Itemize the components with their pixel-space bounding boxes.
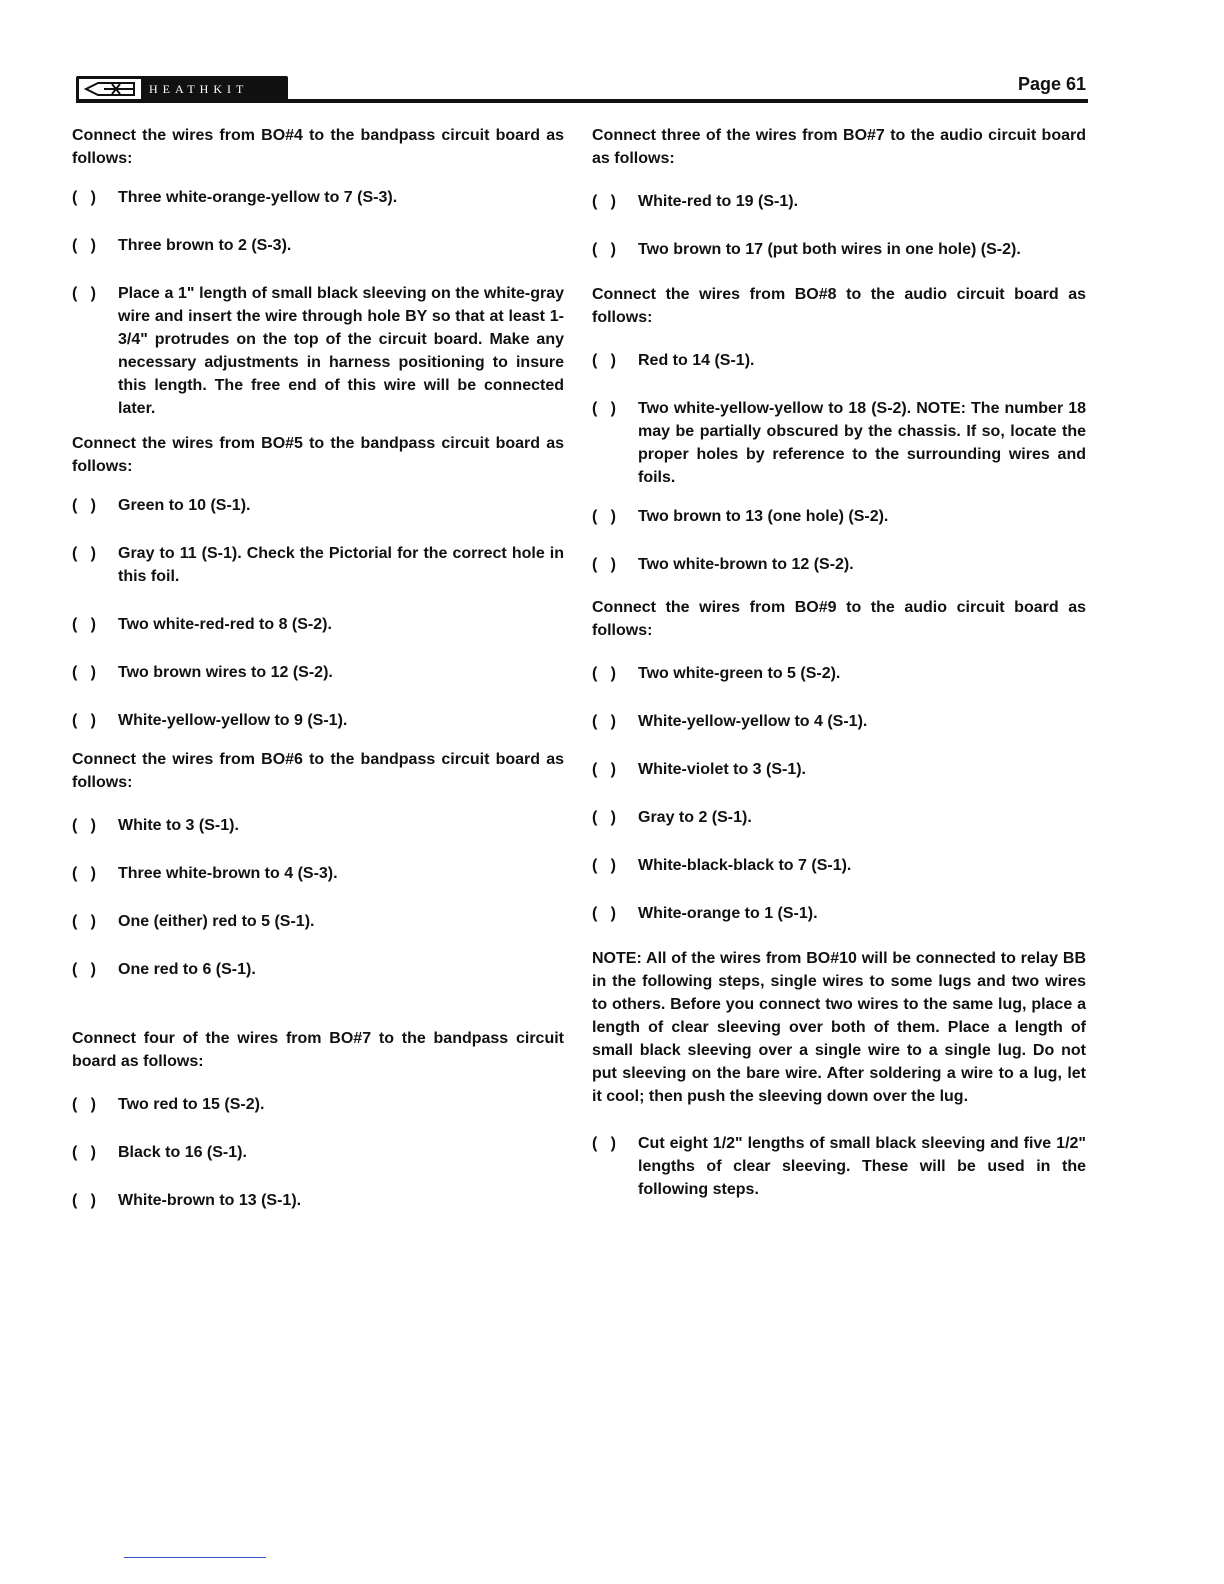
step-text: White-violet to 3 (S-1). [638, 761, 806, 778]
step-checkbox[interactable]: ( ) [592, 905, 616, 922]
step-checkbox[interactable]: ( ) [72, 865, 96, 882]
step-text: Place a 1" length of small black sleeving on the white-gray wire and insert the wire through hole BY so that at least 1-3/4" protrudes on the top of the circuit board. Make any necessary adjustments in harness positioning to insure this length. The free end of this wire will be connected later. [118, 285, 564, 417]
instruction-intro: Connect the wires from BO#6 to the bandpass circuit board as follows: [72, 751, 564, 791]
checklist-step [592, 553, 1086, 576]
step-checkbox[interactable]: ( ) [72, 237, 96, 254]
checklist-step [72, 862, 564, 885]
step-checkbox[interactable]: ( ) [72, 1144, 96, 1161]
checklist-step [72, 282, 564, 420]
checklist-step [592, 902, 1086, 925]
step-checkbox[interactable]: ( ) [72, 817, 96, 834]
step-text: White-brown to 13 (S-1). [118, 1192, 302, 1209]
checklist-step [592, 397, 1086, 489]
checklist-step [72, 814, 564, 837]
step-text: Gray to 2 (S-1). [638, 809, 752, 826]
step-text: Cut eight 1/2" lengths of small black sleeving and five 1/2" lengths of clear sleeving. These will be used in the following steps. [638, 1135, 1086, 1198]
instruction-intro: Connect three of the wires from BO#7 to the audio circuit board as follows: [592, 127, 1086, 167]
checklist-step [592, 1132, 1086, 1201]
step-text: White-black-black to 7 (S-1). [638, 857, 852, 874]
logo-wordmark: HEATHKIT [141, 79, 285, 99]
step-text: Two brown to 17 (put both wires in one hole) (S-2). [638, 241, 1021, 258]
checklist-step [72, 709, 564, 732]
step-text: White to 3 (S-1). [118, 817, 239, 834]
left-column [72, 124, 564, 1237]
step-text: White-yellow-yellow to 4 (S-1). [638, 713, 868, 730]
step-checkbox[interactable]: ( ) [592, 193, 616, 210]
step-checkbox[interactable]: ( ) [72, 285, 96, 302]
step-checkbox[interactable]: ( ) [592, 400, 616, 417]
checklist-step [592, 854, 1086, 877]
checklist-step [72, 234, 564, 257]
checklist-step [592, 806, 1086, 829]
footer-link-underline [124, 1557, 266, 1558]
checklist-step [72, 1093, 564, 1116]
step-checkbox[interactable]: ( ) [592, 352, 616, 369]
instruction-intro: Connect the wires from BO#9 to the audio circuit board as follows: [592, 599, 1086, 639]
page-number: Page 61 [1017, 74, 1086, 94]
checklist-step [72, 910, 564, 933]
logo-emblem-icon [79, 79, 141, 99]
checklist-step [592, 505, 1086, 528]
checklist-step [72, 661, 564, 684]
checklist-step [72, 958, 564, 981]
step-text: Three white-brown to 4 (S-3). [118, 865, 338, 882]
checklist-step [592, 758, 1086, 781]
instruction-intro: Connect the wires from BO#5 to the bandpass circuit board as follows: [72, 435, 564, 475]
step-checkbox[interactable]: ( ) [592, 556, 616, 573]
checklist-step [592, 662, 1086, 685]
step-checkbox[interactable]: ( ) [592, 1135, 616, 1152]
step-text: Two red to 15 (S-2). [118, 1096, 265, 1113]
checklist-step [72, 186, 564, 209]
checklist-step [592, 710, 1086, 733]
step-checkbox[interactable]: ( ) [592, 241, 616, 258]
instruction-intro: Connect four of the wires from BO#7 to the bandpass circuit board as follows: [72, 1030, 564, 1070]
step-text: Green to 10 (S-1). [118, 497, 251, 514]
step-text: Two white-yellow-yellow to 18 (S-2). NOTE: The number 18 may be partially obscured by the chassis. If so, locate the proper holes by reference to the surrounding wires and foils. [638, 400, 1086, 486]
step-text: Three brown to 2 (S-3). [118, 237, 292, 254]
step-checkbox[interactable]: ( ) [592, 857, 616, 874]
step-text: Red to 14 (S-1). [638, 352, 755, 369]
step-checkbox[interactable]: ( ) [72, 189, 96, 206]
step-text: Two white-brown to 12 (S-2). [638, 556, 854, 573]
checklist-step [72, 494, 564, 517]
step-text: One (either) red to 5 (S-1). [118, 913, 315, 930]
step-checkbox[interactable]: ( ) [72, 664, 96, 681]
step-text: White-red to 19 (S-1). [638, 193, 799, 210]
checklist-step [592, 349, 1086, 372]
step-checkbox[interactable]: ( ) [592, 665, 616, 682]
step-checkbox[interactable]: ( ) [72, 1192, 96, 1209]
step-checkbox[interactable]: ( ) [592, 508, 616, 525]
step-text: White-orange to 1 (S-1). [638, 905, 818, 922]
step-text: Three white-orange-yellow to 7 (S-3). [118, 189, 398, 206]
step-text: Two white-red-red to 8 (S-2). [118, 616, 332, 633]
step-checkbox[interactable]: ( ) [592, 809, 616, 826]
checklist-step [592, 190, 1086, 213]
step-checkbox[interactable]: ( ) [72, 545, 96, 562]
right-column [592, 124, 1086, 1226]
instruction-intro: Connect the wires from BO#8 to the audio circuit board as follows: [592, 286, 1086, 326]
step-text: Two white-green to 5 (S-2). [638, 665, 841, 682]
step-checkbox[interactable]: ( ) [72, 961, 96, 978]
step-text: Black to 16 (S-1). [118, 1144, 247, 1161]
step-text: White-yellow-yellow to 9 (S-1). [118, 712, 348, 729]
checklist-step [72, 1189, 564, 1212]
note-paragraph: NOTE: All of the wires from BO#10 will be connected to relay BB in the following steps, single wires to some lugs and two wires to others. Before you connect two wires to the same lug, place a length of clear sleeving over both of them. Place a length of small black sleeving over a single wire to a single lug. Do not put sleeving on the bare wire. After soldering a wire to a lug, let it cool; then push the sleeving down over the lug. [592, 950, 1086, 1105]
step-checkbox[interactable]: ( ) [72, 616, 96, 633]
step-text: Gray to 11 (S-1). Check the Pictorial for the correct hole in this foil. [118, 545, 564, 585]
instruction-intro: Connect the wires from BO#4 to the bandpass circuit board as follows: [72, 127, 564, 167]
step-checkbox[interactable]: ( ) [72, 913, 96, 930]
checklist-step [72, 542, 564, 588]
step-text: Two brown wires to 12 (S-2). [118, 664, 333, 681]
step-text: Two brown to 13 (one hole) (S-2). [638, 508, 889, 525]
step-text: One red to 6 (S-1). [118, 961, 256, 978]
step-checkbox[interactable]: ( ) [72, 1096, 96, 1113]
checklist-step [592, 238, 1086, 261]
step-checkbox[interactable]: ( ) [72, 712, 96, 729]
checklist-step [72, 613, 564, 636]
checklist-step [72, 1141, 564, 1164]
step-checkbox[interactable]: ( ) [592, 713, 616, 730]
step-checkbox[interactable]: ( ) [592, 761, 616, 778]
header-rule [76, 99, 1088, 103]
step-checkbox[interactable]: ( ) [72, 497, 96, 514]
